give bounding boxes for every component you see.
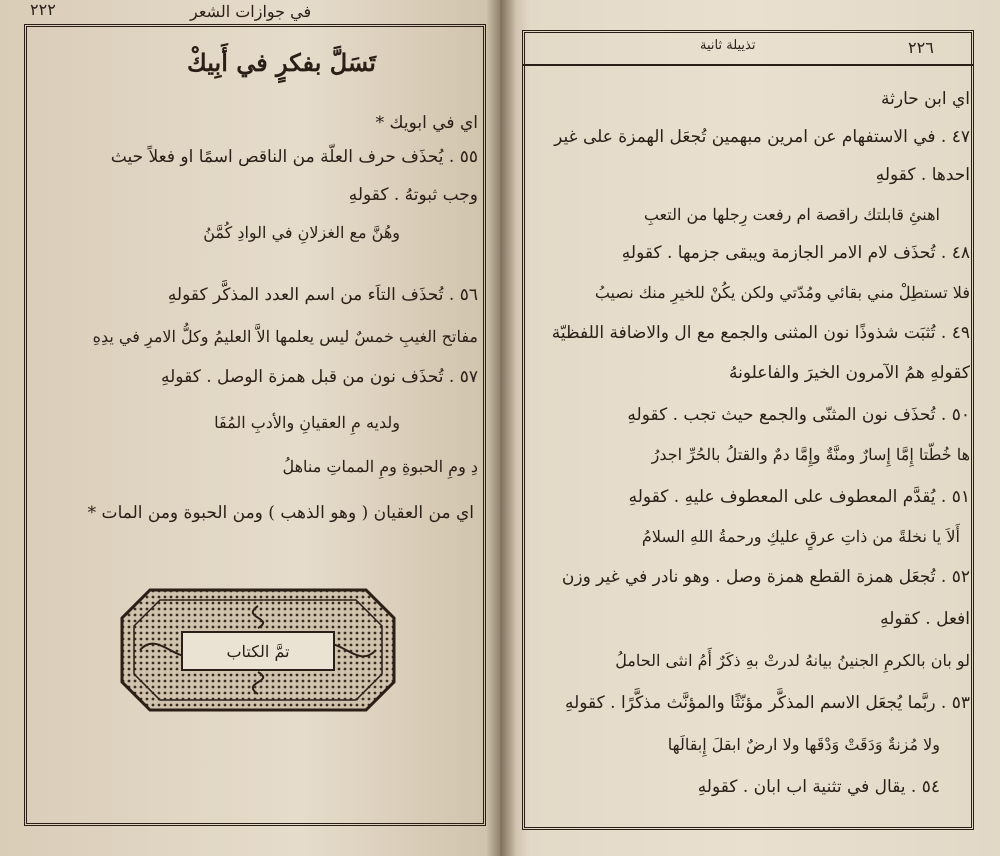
rule-49: ٤٩ . تُثبَت شذوذًا نون المثنى والجمع مع ال والاضافة اللفظيّة — [551, 323, 970, 343]
right-page-number: ٢٢٦ — [908, 38, 934, 57]
left-page-number: ٢٢٢ — [30, 0, 56, 19]
rule-48: ٤٨ . تُحذَف لام الامر الجازمة ويبقى جزمها . كقولهِ — [621, 243, 970, 263]
right-running-head: تذييلة ثانية — [700, 38, 756, 53]
rule-53: ٥٣ . ربَّما يُجعَل الاسم المذكَّر مؤنّثًا والمؤنَّث مذكَّرًا . كقولهِ — [564, 693, 970, 713]
verse-line: وهُنَّ مع الغزلانِ في الوادِ كُمَّنُ — [203, 223, 400, 242]
verse-heading: تَسَلَّ بفكرٍ في أَبِيكْ — [187, 48, 376, 77]
rule-56: ٥٦ . تُحذَف التاَء من اسم العدد المذكَّر كقولهِ — [167, 285, 478, 305]
verse-line: ولا مُزنةٌ وَدَقَتْ وَدْقَها ولا ارضٌ ابقلَ إِبقالَها — [667, 735, 940, 754]
text-line: كقولهِ همُ الآمرون الخيرَ والفاعلونهُ — [729, 363, 970, 383]
text-line: احدها . كقولهِ — [875, 165, 970, 185]
verse-line: لو بان بالكرمِ الجنينُ بيانهُ لدرتْ بهِ ذكَرٌ أَمُ انثى الحاملُ — [615, 651, 970, 670]
verse-line: مفاتح الغيبِ خمسٌ ليس يعلمها الاَّ العليمُ وكلُّ الامرِ في يدِهِ — [92, 327, 478, 346]
rule-51: ٥١ . يُقدَّم المعطوف على المعطوف عليهِ . كقولهِ — [628, 487, 970, 507]
header-rule — [522, 64, 974, 66]
verse-line: فلا تستطِلْ مني بقائي ومُدّتي ولكن يكُنْ للخيرِ منك نصيبُ — [594, 283, 970, 302]
text-line: اي من العقيان ( وهو الذهب ) ومن الحبوة ومن المات * — [87, 503, 474, 523]
right-page — [500, 0, 1000, 856]
verse-line: دِ ومِ الحبوةِ ومِ المماتِ مناهلُ — [282, 457, 478, 476]
colophon-text: تمَّ الكتاب — [226, 642, 290, 661]
rule-47: ٤٧ . في الاستفهام عن امرين مبهمين تُجعَل الهمزة على غير — [554, 127, 970, 147]
text-line: اي في ابويك * — [375, 113, 478, 133]
rule-54: ٥٤ . يقال في تثنية اب ابان . كقولهِ — [697, 777, 940, 797]
rule-55: ٥٥ . يُحذَف حرف العلّة من الناقص اسمًا او فعلاً حيث — [110, 147, 478, 167]
left-running-head: في جوازات الشعر — [190, 2, 312, 21]
text-line: افعل . كقولهِ — [880, 609, 970, 629]
rule-52: ٥٢ . تُجعَل همزة القطع همزة وصل . وهو نادر في غير وزن — [561, 567, 970, 587]
book-gutter — [486, 0, 516, 856]
verse-line: ولديه مِ العقيانِ والأدبِ المُفَا — [214, 413, 400, 432]
text-line: وجب ثبوتهُ . كقولهِ — [348, 185, 478, 205]
text-line: اي ابن حارثة — [881, 89, 970, 109]
rule-57: ٥٧ . تُحذَف نون من قبل همزة الوصل . كقولهِ — [161, 367, 478, 387]
verse-line: اهنئِ قابلتك راقصة ام رفعت رِجلها من التعبِ — [643, 205, 940, 224]
verse-line: ها خُطّتا إِمَّا إِسارٌ ومنَّةٌ وإِمَّا دمٌ والقتلُ بالحُرِّ اجدرُ — [651, 445, 970, 464]
colophon-ornament — [120, 588, 396, 712]
rule-50: ٥٠ . تُحذَف نون المثنّى والجمع حيث تجب . كقولهِ — [627, 405, 970, 425]
verse-line: أَلاَ يا نخلةً من ذاتِ عرقٍ عليكِ ورحمةُ اللهِ السلامُ — [641, 527, 960, 546]
